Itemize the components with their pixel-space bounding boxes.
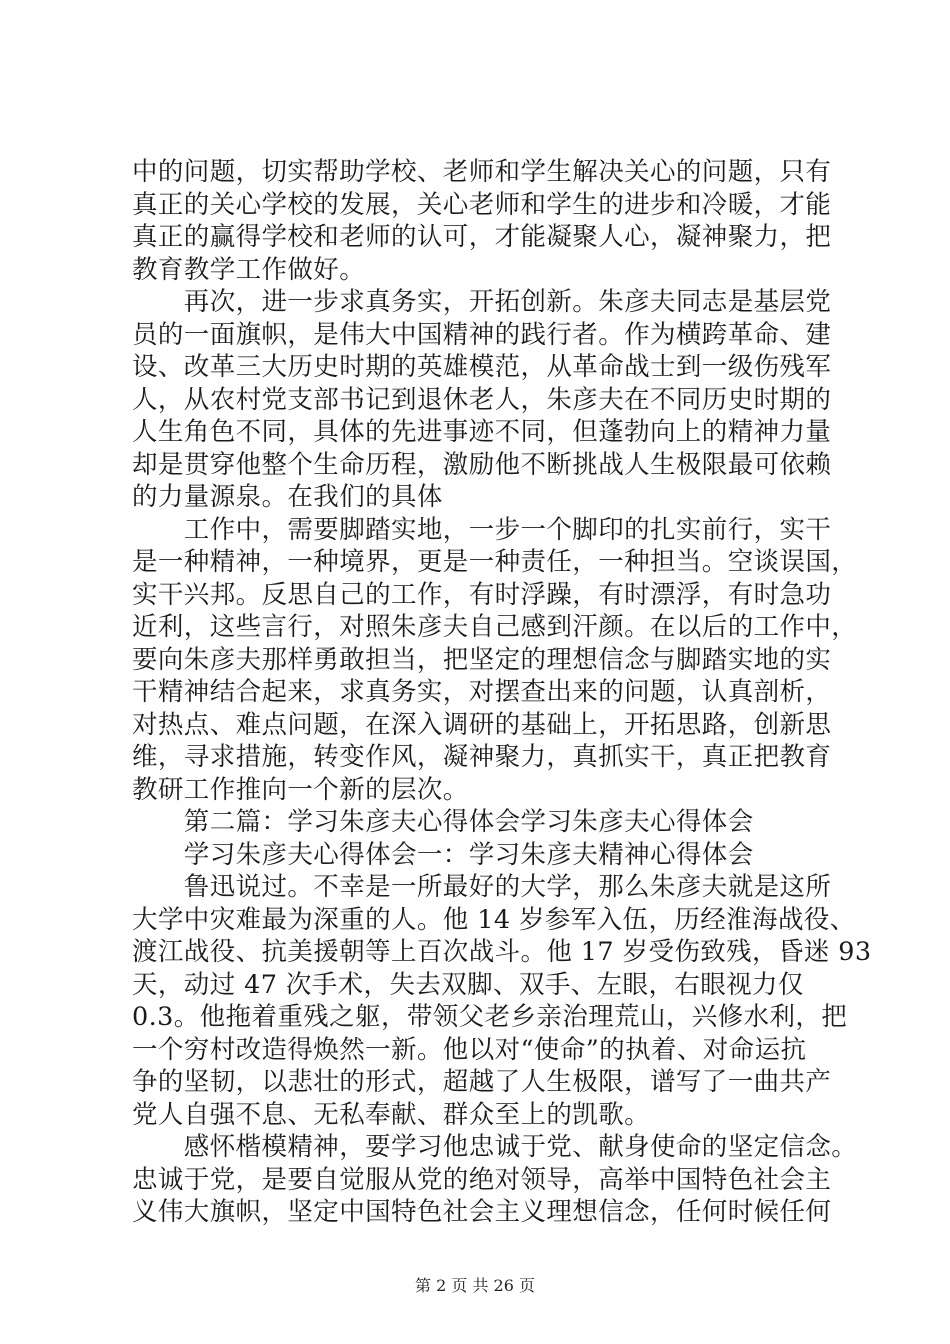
text-line: 要向朱彦夫那样勇敢担当，把坚定的理想信念与脚踏实地的实 (132, 644, 832, 675)
text-line: 中的问题，切实帮助学校、老师和学生解决关心的问题，只有 (132, 157, 832, 187)
text-line: 的力量源泉。在我们的具体 (132, 482, 443, 512)
text-line: 天，动过 47 次手术，失去双脚、双手、左眼，右眼视力仅 (132, 969, 804, 1000)
text-line: 对热点、难点问题，在深入调研的基础上，开拓思路，创新思 (132, 709, 832, 740)
text-line: 员的一面旗帜，是伟大中国精神的践行者。作为横跨革命、建 (132, 319, 832, 350)
text-line: 人生角色不同，具体的先进事迹不同，但蓬勃向上的精神力量 (132, 417, 832, 447)
text-line: 党人自强不息、无私奉献、群众至上的凯歌。 (132, 1099, 651, 1130)
text-line: 0.3。他拖着重残之躯，带领父老乡亲治理荒山，兴修水利，把 (132, 1002, 848, 1032)
text-line: 真正的赢得学校和老师的认可，才能凝聚人心，凝神聚力，把 (132, 222, 832, 252)
text-line: 教育教学工作做好。 (132, 254, 366, 285)
text-line: 争的坚韧，以悲壮的形式，超越了人生极限，谱写了一曲共产 (132, 1067, 832, 1097)
text-line: 人，从农村党支部书记到退休老人，朱彦夫在不同历史时期的 (132, 384, 832, 415)
text-line: 工作中，需要脚踏实地，一步一个脚印的扎实前行，实干 (132, 514, 832, 545)
text-line: 干精神结合起来，求真务实，对摆查出来的问题，认真剖析， (132, 677, 832, 707)
text-line: 大学中灾难最为深重的人。他 14 岁参军入伍，历经淮海战役、 (132, 904, 856, 935)
body-text (132, 156, 872, 1229)
text-line: 感怀楷模精神，要学习他忠诚于党、献身使命的坚定信念。 (132, 1132, 858, 1162)
text-line: 渡江战役、抗美援朝等上百次战斗。他 17 岁受伤致残，昏迷 93 (132, 937, 872, 967)
text-line: 维，寻求措施，转变作风，凝神聚力，真抓实干，真正把教育 (132, 742, 832, 772)
text-line: 教研工作推向一个新的层次。 (132, 774, 469, 805)
text-line: 一个穷村改造得焕然一新。他以对“使命”的执着、对命运抗 (132, 1034, 807, 1065)
text-line: 鲁迅说过。不幸是一所最好的大学，那么朱彦夫就是这所 (132, 872, 832, 902)
text-line: 真正的关心学校的发展，关心老师和学生的进步和冷暖，才能 (132, 189, 832, 220)
text-line: 忠诚于党，是要自觉服从党的绝对领导，高举中国特色社会主 (132, 1164, 832, 1195)
text-line: 设、改革三大历史时期的英雄模范，从革命战士到一级伤残军 (132, 352, 832, 382)
text-line: 再次，进一步求真务实，开拓创新。朱彦夫同志是基层党 (132, 287, 832, 317)
text-line: 近利，这些言行，对照朱彦夫自己感到汗颜。在以后的工作中， (132, 612, 858, 642)
text-line: 却是贯穿他整个生命历程，激励他不断挑战人生极限最可依赖 (132, 449, 832, 480)
text-line: 实干兴邦。反思自己的工作，有时浮躁，有时漂浮，有时急功 (132, 579, 832, 610)
text-line: 是一种精神，一种境界，更是一种责任，一种担当。空谈误国， (132, 547, 858, 577)
text-line: 义伟大旗帜，坚定中国特色社会主义理想信念，任何时候任何 (132, 1197, 832, 1227)
page-number-footer: 第 2 页 共 26 页 (415, 1276, 535, 1295)
section-subheading: 学习朱彦夫心得体会一：学习朱彦夫精神心得体会 (132, 839, 754, 870)
section-heading: 第二篇：学习朱彦夫心得体会学习朱彦夫心得体会 (132, 807, 754, 837)
